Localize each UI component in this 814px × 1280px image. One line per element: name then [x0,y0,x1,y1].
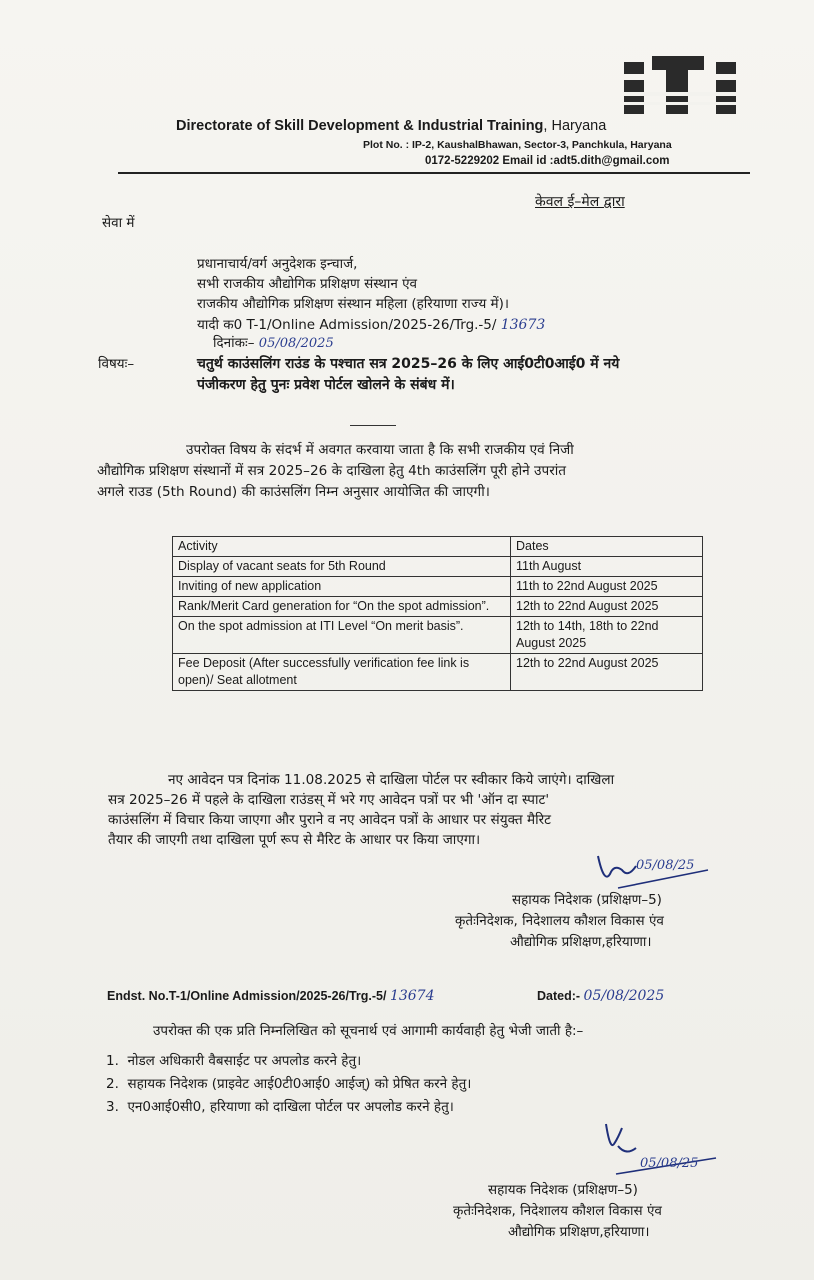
signature-2-date: 05/08/25 [640,1156,699,1171]
table-row [173,557,703,577]
endorsement-item-3: 3. एन0आई0सी0, हरियाणा को दाखिला पोर्टल पर अपलोड करने हेतु। [106,1099,454,1115]
notice-line-4: तैयार की जाएगी तथा दाखिला पूर्ण रूप से मैरिट के आधार पर किया जाएगा। [108,832,481,848]
signatory-2-office: कृतेःनिदेशक, निदेशालय कौशल विकास एंव [453,1203,662,1219]
recipient-line-1: प्रधानाचार्य/वर्ग अनुदेशक इन्चार्ज, [197,256,358,272]
subject-line-2: पंजीकरण हेतु पुनः प्रवेश पोर्टल खोलने के संबंध में। [197,377,455,393]
endorsement-number: Endst. No.T-1/Online Admission/2025-26/Trg.-5/ 13674 [107,988,435,1004]
table-row [173,617,703,654]
recipient-line-3: राजकीय औद्योगिक प्रशिक्षण संस्थान महिला (हरियाणा राज्य में)। [197,296,510,312]
table-row [173,597,703,617]
body-line-1: उपरोक्त विषय के संदर्भ में अवगत करवाया जाता है कि सभी राजकीय एवं निजी [186,442,574,458]
signatory-1-department: औद्योगिक प्रशिक्षण,हरियाणा। [510,934,652,950]
dates-cell: 11th August [511,557,703,577]
memo-number-handwritten: 13673 [500,317,546,333]
endorsement-item-1: 1. नोडल अधिकारी वैबसाईट पर अपलोड करने हेतु। [106,1053,362,1069]
signature-1-date: 05/08/25 [636,858,695,873]
endorsement-intro: उपरोक्त की एक प्रति निम्नलिखित को सूचनार्थ एवं आगामी कार्यवाही हेतु भेजी जाती है:– [153,1023,584,1039]
table-row [173,654,703,691]
table-row [173,577,703,597]
recipient-line-2: सभी राजकीय औद्योगिक प्रशिक्षण संस्थान एंव [197,276,418,292]
to-label: सेवा में [102,215,135,231]
signatory-1-designation: सहायक निदेशक (प्रशिक्षण–5) [512,892,662,908]
body-line-2: औद्योगिक प्रशिक्षण संस्थानों में सत्र 2025–26 के दाखिला हेतु 4th काउंसलिंग पूरी होने उपरांत [97,463,567,479]
dates-cell: 12th to 22nd August 2025 [511,597,703,617]
notice-line-3: काउंसलिंग में विचार किया जाएगा और पुराने व नए आवेदन पत्रों के आधार पर संयुक्त मैरिट [108,812,552,828]
dates-cell: 12th to 22nd August 2025 [511,654,703,691]
iti-logo [622,52,740,116]
notice-line-1: नए आवेदन पत्र दिनांक 11.08.2025 से दाखिला पोर्टल पर स्वीकार किये जाएंगे। दाखिला [168,772,615,788]
dates-cell: 12th to 14th, 18th to 22nd August 2025 [511,617,703,654]
endorsement-date-handwritten: 05/08/2025 [583,988,665,1004]
office-contact: 0172-5229202 Email id :adt5.dith@gmail.com [425,155,670,167]
endorsement-date: Dated:- 05/08/2025 [537,988,665,1004]
subject-divider [350,425,396,426]
header-divider [118,172,750,174]
signatory-2-designation: सहायक निदेशक (प्रशिक्षण–5) [488,1182,638,1198]
activity-cell: Display of vacant seats for 5th Round [173,557,511,577]
schedule-table [172,536,703,691]
subject-label: विषयः– [98,356,135,372]
office-address: Plot No. : IP-2, KaushalBhawan, Sector-3, Panchkula, Haryana [363,139,672,151]
column-header-dates: Dates [511,537,703,557]
endorsement-number-handwritten: 13674 [389,988,435,1004]
signatory-1-office: कृतेःनिदेशक, निदेशालय कौशल विकास एंव [455,913,664,929]
column-header-activity: Activity [173,537,511,557]
activity-cell: Inviting of new application [173,577,511,597]
activity-cell: On the spot admission at ITI Level “On merit basis”. [173,617,511,654]
body-line-3: अगले राउड (5th Round) की काउंसलिंग निम्न अनुसार आयोजित की जाएगी। [97,484,490,500]
activity-cell: Fee Deposit (After successfully verification fee link is open)/ Seat allotment [173,654,511,691]
directorate-title: Directorate of Skill Development & Industrial Training, Haryana [176,118,607,134]
memo-number: यादी क0 T-1/Online Admission/2025-26/Trg.-5/ 13673 [197,317,546,333]
letter-date-handwritten: 05/08/2025 [258,336,334,351]
schedule-header-row [173,537,703,557]
dates-cell: 11th to 22nd August 2025 [511,577,703,597]
email-only-note: केवल ई–मेल द्वारा [535,194,625,210]
activity-cell: Rank/Merit Card generation for “On the spot admission”. [173,597,511,617]
notice-line-2: सत्र 2025–26 में पहले के दाखिला राउंडस् में भरे गए आवेदन पत्रों पर भी 'ऑन दा स्पाट' [108,792,550,808]
endorsement-item-2: 2. सहायक निदेशक (प्राइवेट आई0टी0आई0 आईज्) को प्रेषित करने हेतु। [106,1076,472,1092]
letter-date: दिनांकः– 05/08/2025 [213,335,334,351]
signature-2 [592,1120,732,1182]
signatory-2-department: औद्योगिक प्रशिक्षण,हरियाणा। [508,1224,650,1240]
subject-line-1: चतुर्थ काउंसलिंग राउंड के पश्चात सत्र 2025–26 के लिए आई0टी0आई0 में नये [197,356,620,372]
